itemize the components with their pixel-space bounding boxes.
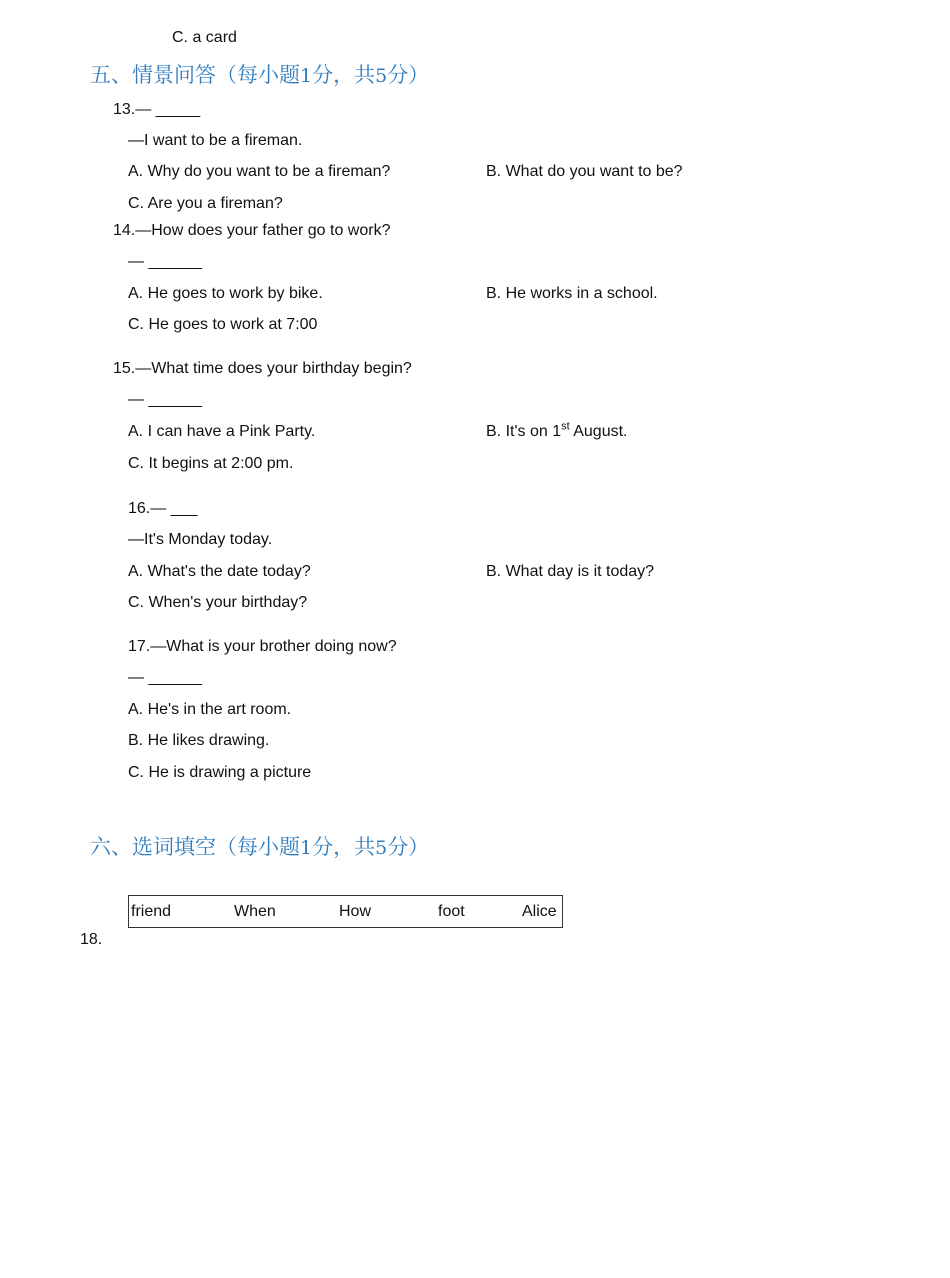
word-bank-item: How (339, 903, 372, 920)
q17-reply: — ______ (128, 669, 202, 686)
q15-option-a: A. I can have a Pink Party. (128, 423, 316, 440)
q14-option-b: B. He works in a school. (486, 285, 658, 302)
q16-reply: —It's Monday today. (128, 531, 273, 548)
q18-number: 18. (80, 931, 103, 948)
q15-option-c: C. It begins at 2:00 pm. (128, 455, 294, 472)
q15-reply: — ______ (128, 391, 202, 408)
q14-option-c: C. He goes to work at 7:00 (128, 316, 318, 333)
q13-reply: —I want to be a fireman. (128, 132, 303, 149)
word-bank-item: When (234, 903, 276, 920)
q17-option-a: A. He's in the art room. (128, 701, 292, 718)
word-bank-box (128, 895, 563, 928)
q16-prompt: 16.— ___ (128, 500, 198, 517)
q15-option-b: B. It's on 1st August. (486, 420, 628, 440)
q15-prompt: 15.—What time does your birthday begin? (113, 360, 412, 377)
word-bank-item: Alice (522, 903, 557, 920)
q13-prompt: 13.— _____ (113, 101, 201, 118)
previous-option-c: C. a card (172, 29, 237, 46)
q14-reply: — ______ (128, 253, 202, 270)
word-bank-item: friend (131, 903, 172, 920)
q16-option-b: B. What day is it today? (486, 563, 655, 580)
q13-option-b: B. What do you want to be? (486, 163, 683, 180)
q14-option-a: A. He goes to work by bike. (128, 285, 323, 302)
q13-option-a: A. Why do you want to be a fireman? (128, 163, 391, 180)
q16-option-a: A. What's the date today? (128, 563, 311, 580)
word-bank-item: foot (438, 903, 465, 920)
q14-prompt: 14.—How does your father go to work? (113, 222, 391, 239)
section-five-title: 五、情景问答（每小题1分，共5分） (90, 63, 430, 87)
q17-option-b: B. He likes drawing. (128, 732, 270, 749)
q13-option-c: C. Are you a fireman? (128, 195, 283, 212)
q16-option-c: C. When's your birthday? (128, 594, 308, 611)
q17-option-c: C. He is drawing a picture (128, 764, 312, 781)
q17-prompt: 17.—What is your brother doing now? (128, 638, 397, 655)
section-six-title: 六、选词填空（每小题1分，共5分） (90, 835, 430, 859)
